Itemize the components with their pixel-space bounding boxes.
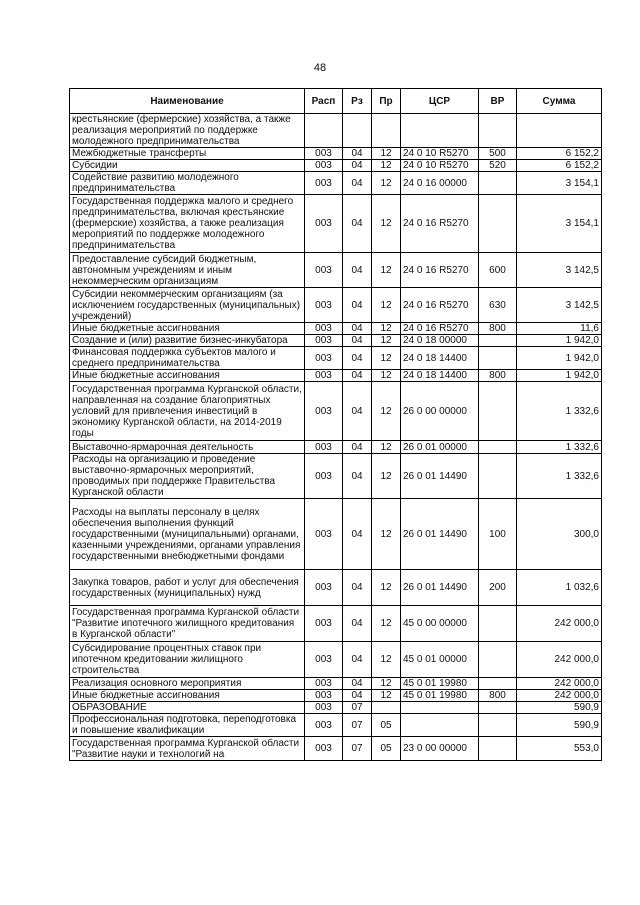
table-row xyxy=(70,737,602,761)
cell-sum: 1 032,6 xyxy=(517,570,602,606)
cell-rz: 07 xyxy=(343,702,372,714)
cell-sum: 1 942,0 xyxy=(517,335,602,347)
cell-csr: 24 0 18 14400 xyxy=(401,370,479,382)
cell-sum: 590,9 xyxy=(517,702,602,714)
cell-pr xyxy=(372,114,401,148)
cell-rasp: 003 xyxy=(305,678,343,690)
cell-csr xyxy=(401,114,479,148)
cell-vr: 500 xyxy=(479,148,517,160)
cell-name: Расходы на организацию и проведение выставочно-ярмарочных мероприятий, проводимых при поддержке Правительства Курганской области xyxy=(70,454,305,499)
budget-table xyxy=(69,88,602,761)
cell-pr: 12 xyxy=(372,606,401,642)
cell-vr xyxy=(479,382,517,441)
cell-pr: 12 xyxy=(372,195,401,253)
cell-rz: 04 xyxy=(343,454,372,499)
cell-sum: 1 332,6 xyxy=(517,382,602,441)
cell-name: крестьянские (фермерские) хозяйства, а также реализация мероприятий по поддержке молодежного предпринимательства xyxy=(70,114,305,148)
cell-vr: 630 xyxy=(479,288,517,323)
cell-csr: 26 0 00 00000 xyxy=(401,382,479,441)
cell-pr: 12 xyxy=(372,454,401,499)
cell-rasp: 003 xyxy=(305,642,343,678)
cell-name: Профессиональная подготовка, переподготовка и повышение квалификации xyxy=(70,714,305,737)
table-row xyxy=(70,253,602,288)
cell-name: Создание и (или) развитие бизнес-инкубатора xyxy=(70,335,305,347)
cell-csr: 24 0 16 R5270 xyxy=(401,253,479,288)
cell-sum: 11,6 xyxy=(517,323,602,335)
cell-rz: 04 xyxy=(343,253,372,288)
cell-name: Иные бюджетные ассигнования xyxy=(70,690,305,702)
cell-csr: 45 0 01 19980 xyxy=(401,690,479,702)
cell-pr: 12 xyxy=(372,642,401,678)
cell-pr: 12 xyxy=(372,678,401,690)
cell-rz: 04 xyxy=(343,160,372,172)
cell-pr: 12 xyxy=(372,570,401,606)
cell-rasp: 003 xyxy=(305,690,343,702)
cell-vr: 100 xyxy=(479,499,517,570)
cell-csr: 26 0 01 00000 xyxy=(401,441,479,454)
cell-rasp: 003 xyxy=(305,195,343,253)
cell-name: Государственная поддержка малого и среднего предпринимательства, включая крестьянские (фермерские) хозяйства, а также реализация мероприятий по поддержке молодежного предпринимательства xyxy=(70,195,305,253)
cell-csr xyxy=(401,714,479,737)
cell-sum: 242 000,0 xyxy=(517,690,602,702)
cell-vr xyxy=(479,714,517,737)
cell-rz: 07 xyxy=(343,737,372,761)
cell-csr: 26 0 01 14490 xyxy=(401,499,479,570)
cell-name: Субсидии некоммерческим организациям (за исключением государственных (муниципальных) учреждений) xyxy=(70,288,305,323)
cell-rz: 04 xyxy=(343,323,372,335)
cell-csr: 24 0 18 14400 xyxy=(401,347,479,370)
cell-name: Финансовая поддержка субъектов малого и среднего предпринимательства xyxy=(70,347,305,370)
cell-rz: 07 xyxy=(343,714,372,737)
table-row xyxy=(70,382,602,441)
cell-pr: 12 xyxy=(372,288,401,323)
cell-rz: 04 xyxy=(343,570,372,606)
table-row xyxy=(70,160,602,172)
cell-rasp xyxy=(305,114,343,148)
cell-sum: 3 142,5 xyxy=(517,253,602,288)
table-row xyxy=(70,195,602,253)
cell-rasp: 003 xyxy=(305,253,343,288)
table-row xyxy=(70,499,602,570)
cell-csr xyxy=(401,702,479,714)
header-rz: Рз xyxy=(343,89,372,114)
cell-sum: 553,0 xyxy=(517,737,602,761)
cell-csr: 23 0 00 00000 xyxy=(401,737,479,761)
cell-sum: 1 942,0 xyxy=(517,347,602,370)
cell-pr: 12 xyxy=(372,370,401,382)
page-number: 48 xyxy=(313,62,327,74)
cell-vr: 520 xyxy=(479,160,517,172)
cell-name: Иные бюджетные ассигнования xyxy=(70,323,305,335)
cell-name: Иные бюджетные ассигнования xyxy=(70,370,305,382)
cell-name: Расходы на выплаты персоналу в целях обеспечения выполнения функций государственными (муниципальными) органами, казенными учреждениями, органами управления государственными внебюджетными фондами xyxy=(70,499,305,570)
cell-vr: 800 xyxy=(479,370,517,382)
cell-sum: 3 142,5 xyxy=(517,288,602,323)
cell-rasp: 003 xyxy=(305,702,343,714)
cell-pr: 12 xyxy=(372,160,401,172)
cell-name: Межбюджетные трансферты xyxy=(70,148,305,160)
cell-csr: 26 0 01 14490 xyxy=(401,570,479,606)
cell-vr xyxy=(479,702,517,714)
cell-name: Закупка товаров, работ и услуг для обеспечения государственных (муниципальных) нужд xyxy=(70,570,305,606)
cell-pr: 12 xyxy=(372,441,401,454)
table-row xyxy=(70,288,602,323)
cell-pr: 12 xyxy=(372,335,401,347)
cell-rasp: 003 xyxy=(305,499,343,570)
cell-pr: 12 xyxy=(372,499,401,570)
table-row xyxy=(70,678,602,690)
cell-sum: 3 154,1 xyxy=(517,172,602,195)
cell-rasp: 003 xyxy=(305,714,343,737)
cell-sum: 6 152,2 xyxy=(517,148,602,160)
cell-rz: 04 xyxy=(343,172,372,195)
cell-sum: 6 152,2 xyxy=(517,160,602,172)
cell-vr: 600 xyxy=(479,253,517,288)
cell-csr: 26 0 01 14490 xyxy=(401,454,479,499)
cell-vr xyxy=(479,737,517,761)
cell-csr: 24 0 16 00000 xyxy=(401,172,479,195)
cell-rasp: 003 xyxy=(305,148,343,160)
table-row xyxy=(70,172,602,195)
table-row xyxy=(70,454,602,499)
cell-pr: 12 xyxy=(372,690,401,702)
cell-pr: 05 xyxy=(372,737,401,761)
cell-csr: 24 0 10 R5270 xyxy=(401,160,479,172)
cell-csr: 45 0 01 00000 xyxy=(401,642,479,678)
cell-csr: 45 0 01 19980 xyxy=(401,678,479,690)
cell-pr: 12 xyxy=(372,148,401,160)
cell-rasp: 003 xyxy=(305,172,343,195)
cell-sum: 3 154,1 xyxy=(517,195,602,253)
cell-name: Реализация основного мероприятия xyxy=(70,678,305,690)
cell-rasp: 003 xyxy=(305,335,343,347)
cell-vr xyxy=(479,454,517,499)
cell-name: Государственная программа Курганской области "Развитие ипотечного жилищного кредитования в Курганской области" xyxy=(70,606,305,642)
header-vr: ВР xyxy=(479,89,517,114)
cell-sum: 242 000,0 xyxy=(517,606,602,642)
cell-pr: 05 xyxy=(372,714,401,737)
cell-rasp: 003 xyxy=(305,441,343,454)
cell-rz: 04 xyxy=(343,148,372,160)
cell-rz: 04 xyxy=(343,441,372,454)
cell-pr: 12 xyxy=(372,253,401,288)
cell-sum xyxy=(517,114,602,148)
header-csr: ЦСР xyxy=(401,89,479,114)
cell-name: Предоставление субсидий бюджетным, автономным учреждениям и иным некоммерческим организациям xyxy=(70,253,305,288)
cell-rasp: 003 xyxy=(305,370,343,382)
cell-rz: 04 xyxy=(343,642,372,678)
cell-rz: 04 xyxy=(343,690,372,702)
cell-pr xyxy=(372,702,401,714)
cell-pr: 12 xyxy=(372,347,401,370)
cell-rz: 04 xyxy=(343,195,372,253)
cell-name: Содействие развитию молодежного предпринимательства xyxy=(70,172,305,195)
cell-rz: 04 xyxy=(343,370,372,382)
header-rasp: Расп xyxy=(305,89,343,114)
cell-rz: 04 xyxy=(343,288,372,323)
cell-vr xyxy=(479,347,517,370)
cell-sum: 242 000,0 xyxy=(517,678,602,690)
cell-vr xyxy=(479,335,517,347)
cell-vr xyxy=(479,114,517,148)
table-row xyxy=(70,441,602,454)
cell-vr xyxy=(479,606,517,642)
cell-sum: 242 000,0 xyxy=(517,642,602,678)
table-row xyxy=(70,335,602,347)
table-row xyxy=(70,702,602,714)
table-row xyxy=(70,690,602,702)
table-row xyxy=(70,714,602,737)
cell-name: Выставочно-ярмарочная деятельность xyxy=(70,441,305,454)
cell-sum: 590,9 xyxy=(517,714,602,737)
cell-vr xyxy=(479,172,517,195)
table-row xyxy=(70,148,602,160)
table-row xyxy=(70,370,602,382)
cell-rasp: 003 xyxy=(305,737,343,761)
cell-rz: 04 xyxy=(343,499,372,570)
cell-rasp: 003 xyxy=(305,570,343,606)
cell-rasp: 003 xyxy=(305,347,343,370)
cell-name: Субсидирование процентных ставок при ипотечном кредитовании жилищного строительства xyxy=(70,642,305,678)
cell-sum: 1 332,6 xyxy=(517,441,602,454)
cell-name: Государственная программа Курганской области, направленная на создание благоприятных условий для привлечения инвестиций в экономику Курганской области, на 2014-2019 годы xyxy=(70,382,305,441)
cell-name: ОБРАЗОВАНИЕ xyxy=(70,702,305,714)
cell-vr xyxy=(479,441,517,454)
cell-vr xyxy=(479,678,517,690)
cell-rasp: 003 xyxy=(305,606,343,642)
cell-sum: 1 942,0 xyxy=(517,370,602,382)
cell-vr: 800 xyxy=(479,690,517,702)
cell-csr: 24 0 18 00000 xyxy=(401,335,479,347)
cell-rz xyxy=(343,114,372,148)
cell-sum: 300,0 xyxy=(517,499,602,570)
cell-pr: 12 xyxy=(372,323,401,335)
header-row xyxy=(70,89,602,114)
cell-vr: 800 xyxy=(479,323,517,335)
cell-vr xyxy=(479,642,517,678)
cell-rasp: 003 xyxy=(305,454,343,499)
cell-csr: 24 0 16 R5270 xyxy=(401,195,479,253)
header-sum: Сумма xyxy=(517,89,602,114)
cell-rz: 04 xyxy=(343,678,372,690)
cell-csr: 24 0 10 R5270 xyxy=(401,148,479,160)
cell-pr: 12 xyxy=(372,172,401,195)
cell-name: Государственная программа Курганской области "Развитие науки и технологий на xyxy=(70,737,305,761)
table-row xyxy=(70,570,602,606)
cell-pr: 12 xyxy=(372,382,401,441)
header-name: Наименование xyxy=(70,89,305,114)
table-row xyxy=(70,114,602,148)
table-row xyxy=(70,642,602,678)
cell-csr: 45 0 00 00000 xyxy=(401,606,479,642)
cell-rz: 04 xyxy=(343,606,372,642)
table-row xyxy=(70,347,602,370)
table-row xyxy=(70,606,602,642)
cell-rz: 04 xyxy=(343,335,372,347)
cell-rz: 04 xyxy=(343,347,372,370)
cell-csr: 24 0 16 R5270 xyxy=(401,288,479,323)
cell-rasp: 003 xyxy=(305,288,343,323)
cell-csr: 24 0 16 R5270 xyxy=(401,323,479,335)
cell-rasp: 003 xyxy=(305,323,343,335)
cell-rasp: 003 xyxy=(305,160,343,172)
table-row xyxy=(70,323,602,335)
cell-vr xyxy=(479,195,517,253)
cell-name: Субсидии xyxy=(70,160,305,172)
cell-rz: 04 xyxy=(343,382,372,441)
cell-sum: 1 332,6 xyxy=(517,454,602,499)
header-pr: Пр xyxy=(372,89,401,114)
cell-vr: 200 xyxy=(479,570,517,606)
cell-rasp: 003 xyxy=(305,382,343,441)
